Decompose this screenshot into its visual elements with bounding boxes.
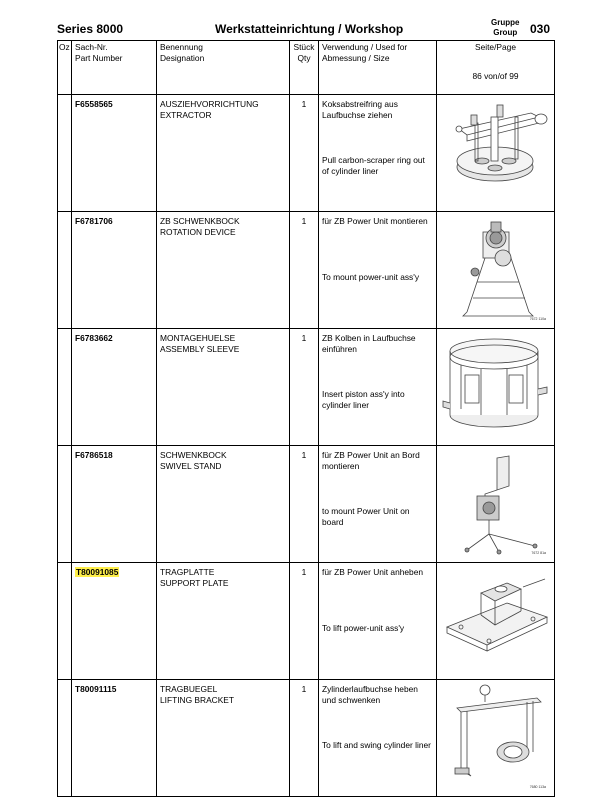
image-code: 7672 110a <box>529 316 546 321</box>
col-page-label: Seite/Page <box>475 42 516 52</box>
use-de: für ZB Power Unit anheben <box>322 567 424 577</box>
part-number[interactable]: F6786518 <box>75 450 113 460</box>
use-de: Koksabstreifring aus Laufbuchse ziehen <box>322 99 398 120</box>
use-en: To mount power-unit ass'y <box>322 272 420 282</box>
oz-cell <box>58 329 72 446</box>
col-used-for <box>319 41 437 95</box>
support-plate-illustration <box>437 563 555 680</box>
col-qty-en: Qty <box>297 52 311 63</box>
page-header <box>57 20 554 38</box>
part-number[interactable]: F6558565 <box>75 99 113 109</box>
series-label: Series 8000 <box>57 22 124 36</box>
col-designation <box>157 41 290 95</box>
qty: 1 <box>290 95 319 212</box>
name-en: ASSEMBLY SLEEVE <box>160 343 240 354</box>
group-label <box>491 18 519 38</box>
lifting-bracket-illustration <box>437 680 555 797</box>
name-en: ROTATION DEVICE <box>160 226 236 237</box>
part-number[interactable]: F6783662 <box>75 333 113 343</box>
use-de: Zylinderlaufbuchse heben und schwenken <box>322 684 418 705</box>
name-de: ZB SCHWENKBOCK <box>160 216 240 226</box>
col-qty-de: Stück <box>293 42 315 52</box>
part-number[interactable]: T80091115 <box>75 684 117 694</box>
group-label-en: Group <box>493 28 518 37</box>
designation <box>157 329 290 446</box>
use-en: To lift and swing cylinder liner <box>322 740 431 750</box>
designation <box>157 95 290 212</box>
image-code: 7680 113a <box>529 784 546 789</box>
qty: 1 <box>290 563 319 680</box>
qty: 1 <box>290 329 319 446</box>
qty: 1 <box>290 680 319 797</box>
name-en: SUPPORT PLATE <box>160 577 229 588</box>
col-use-de: Verwendung / Used for <box>322 42 408 52</box>
oz-cell <box>58 446 72 563</box>
table-header <box>58 41 555 95</box>
use-en: To lift power-unit ass'y <box>322 623 405 633</box>
parts-table <box>57 40 555 797</box>
group-label-de: Gruppe <box>491 18 520 27</box>
designation <box>157 212 290 329</box>
name-de: TRAGPLATTE <box>160 567 215 577</box>
part-number-highlighted[interactable]: T80091085 <box>76 567 119 577</box>
image-code: 7672 81a <box>531 550 546 555</box>
col-qty <box>290 41 319 95</box>
assembly-sleeve-illustration <box>437 329 555 446</box>
col-page <box>437 41 555 95</box>
oz-cell <box>58 95 72 212</box>
table-row <box>58 446 555 563</box>
use-en: to mount Power Unit on board <box>322 506 410 527</box>
table-row <box>58 329 555 446</box>
designation <box>157 446 290 563</box>
table-row <box>58 212 555 329</box>
col-oz: Oz <box>58 41 72 95</box>
table-row <box>58 563 555 680</box>
name-de: MONTAGEHUELSE <box>160 333 236 343</box>
name-en: EXTRACTOR <box>160 109 212 120</box>
name-de: TRAGBUEGEL <box>160 684 218 694</box>
oz-cell <box>58 563 72 680</box>
table-row <box>58 680 555 797</box>
col-name-de: Benennung <box>160 42 203 52</box>
qty: 1 <box>290 446 319 563</box>
page-number: 86 von/of 99 <box>472 71 519 81</box>
oz-cell <box>58 212 72 329</box>
col-part-en: Part Number <box>75 52 123 63</box>
rotation-device-illustration <box>437 212 555 329</box>
extractor-illustration <box>437 95 555 212</box>
table-row <box>58 95 555 212</box>
col-part-number <box>72 41 157 95</box>
swivel-stand-illustration <box>437 446 555 563</box>
use-en: Pull carbon-scraper ring out of cylinder liner <box>322 155 425 176</box>
use-de: ZB Kolben in Laufbuchse einführen <box>322 333 416 354</box>
group-number: 030 <box>530 22 551 36</box>
part-number[interactable]: F6781706 <box>75 216 113 226</box>
designation <box>157 563 290 680</box>
name-de: SCHWENKBOCK <box>160 450 227 460</box>
col-name-en: Designation <box>160 52 205 63</box>
col-part-de: Sach-Nr. <box>75 42 108 52</box>
col-use-en: Abmessung / Size <box>322 52 390 63</box>
name-en: LIFTING BRACKET <box>160 694 234 705</box>
use-en: Insert piston ass'y into cylinder liner <box>322 389 405 410</box>
name-de: AUSZIEHVORRICHTUNG <box>160 99 259 109</box>
designation <box>157 680 290 797</box>
page-title: Werkstatteinrichtung / Workshop <box>215 22 404 36</box>
name-en: SWIVEL STAND <box>160 460 222 471</box>
qty: 1 <box>290 212 319 329</box>
use-de: für ZB Power Unit montieren <box>322 216 428 226</box>
oz-cell <box>58 680 72 797</box>
use-de: für ZB Power Unit an Bord montieren <box>322 450 420 471</box>
